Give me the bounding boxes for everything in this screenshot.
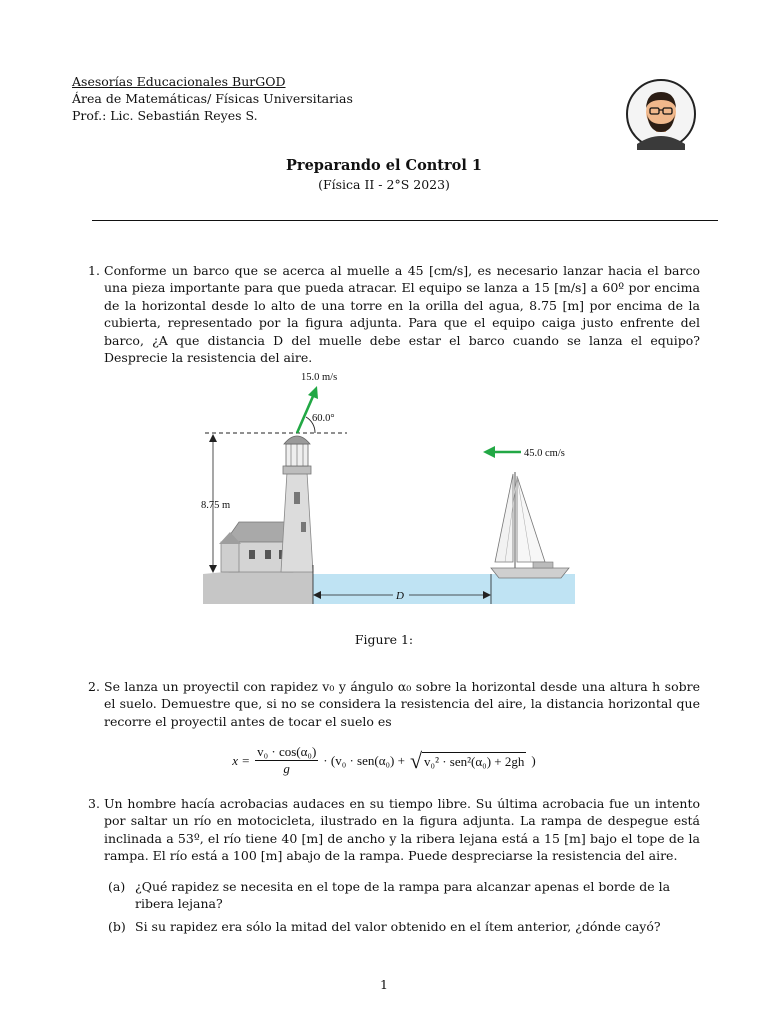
question-3 bbox=[88, 795, 700, 865]
question-number: 2. bbox=[88, 679, 100, 694]
question-3b bbox=[108, 918, 700, 935]
angle-label: 60.0° bbox=[312, 413, 335, 424]
figure-caption: Figure 1: bbox=[354, 632, 414, 647]
velocity-label: 15.0 m/s bbox=[301, 372, 338, 383]
boat-speed-label: 45.0 cm/s bbox=[524, 448, 565, 459]
water bbox=[313, 574, 575, 604]
formula-middle: · (v₀ · sen(α₀) + bbox=[323, 752, 405, 768]
formula-radicand: v₀² · sen²(α₀) + 2gh bbox=[424, 753, 525, 769]
height-label: 8.75 m bbox=[201, 500, 231, 511]
subitem-label: (b) bbox=[108, 919, 126, 934]
sailboat bbox=[491, 472, 569, 578]
page-subtitle: (Física II - 2°S 2023) bbox=[318, 177, 450, 192]
title-divider bbox=[92, 220, 718, 221]
question-text: Un hombre hacía acrobacias audaces en su tiempo libre. Su última acrobacia fue un intento por saltar un río en motocicleta, ilustrado en la figura adjunta. La rampa de despegue está inclinada a 53º, el río tiene 40 [m] de ancho y la ribera lejana está a 15 [m] bajo el tope de la rampa. El río está a 100 [m] abajo de la rampa. Puede despreciarse la resistencia del aire. bbox=[104, 796, 700, 864]
department-name: Área de Matemáticas/ Físicas Universitarias bbox=[72, 91, 353, 106]
subitem-label: (a) bbox=[108, 879, 126, 894]
question-3a bbox=[108, 878, 700, 913]
question-number: 1. bbox=[88, 263, 100, 278]
avatar bbox=[625, 78, 697, 150]
institution-name: Asesorías Educacionales BurGOD bbox=[72, 74, 286, 89]
ground bbox=[203, 572, 313, 604]
page-title: Preparando el Control 1 bbox=[286, 157, 482, 174]
range-formula bbox=[0, 744, 768, 778]
formula-numerator: v₀ · cos(α₀) bbox=[257, 744, 317, 759]
distance-label: D bbox=[396, 590, 404, 602]
subitem-text: Si su rapidez era sólo la mitad del valor obtenido en el ítem anterior, ¿dónde cayó? bbox=[135, 919, 661, 934]
question-text: Se lanza un proyectil con rapidez v₀ y ángulo α₀ sobre la horizontal desde una altura h sobre el suelo. Demuestre que, si no se considera la resistencia del aire, la distancia horizontal que recorre el proyectil antes de tocar el suelo es bbox=[104, 679, 700, 729]
question-2 bbox=[88, 678, 700, 730]
subitem-text: ¿Qué rapidez se necesita en el tope de la rampa para alcanzar apenas el borde de la ribera lejana? bbox=[135, 879, 671, 912]
boat-arrow-head bbox=[483, 446, 495, 458]
formula-denominator: g bbox=[283, 761, 290, 776]
formula-end: ) bbox=[531, 752, 536, 768]
formula-lhs: x = bbox=[232, 752, 251, 768]
question-number: 3. bbox=[88, 796, 100, 811]
page-number: 1 bbox=[380, 977, 388, 992]
formula-sqrt bbox=[409, 747, 526, 773]
question-text: Conforme un barco que se acerca al muelle a 45 [cm/s], es necesario lanzar hacia el barco una pieza importante para que pueda atracar. El equipo se lanza a 15 [m/s] a 60º por encima de la horizontal desde lo alto de una torre en la orilla del agua, 8.75 [m] por encima de la cubierta, representado por la figura adjunta. Para que el equipo caiga justo enfrente del barco, ¿A que distancia D del muelle debe estar el barco cuando se lanza el equipo? Desprecie la resistencia del aire. bbox=[104, 263, 700, 366]
question-1 bbox=[88, 262, 700, 366]
formula-fraction bbox=[255, 744, 318, 777]
lighthouse bbox=[281, 436, 313, 572]
sqrt-sign: √ bbox=[409, 747, 423, 773]
professor-name: Prof.: Lic. Sebastián Reyes S. bbox=[72, 108, 258, 123]
header-block bbox=[72, 73, 353, 124]
figure-lighthouse-boat bbox=[195, 362, 595, 612]
